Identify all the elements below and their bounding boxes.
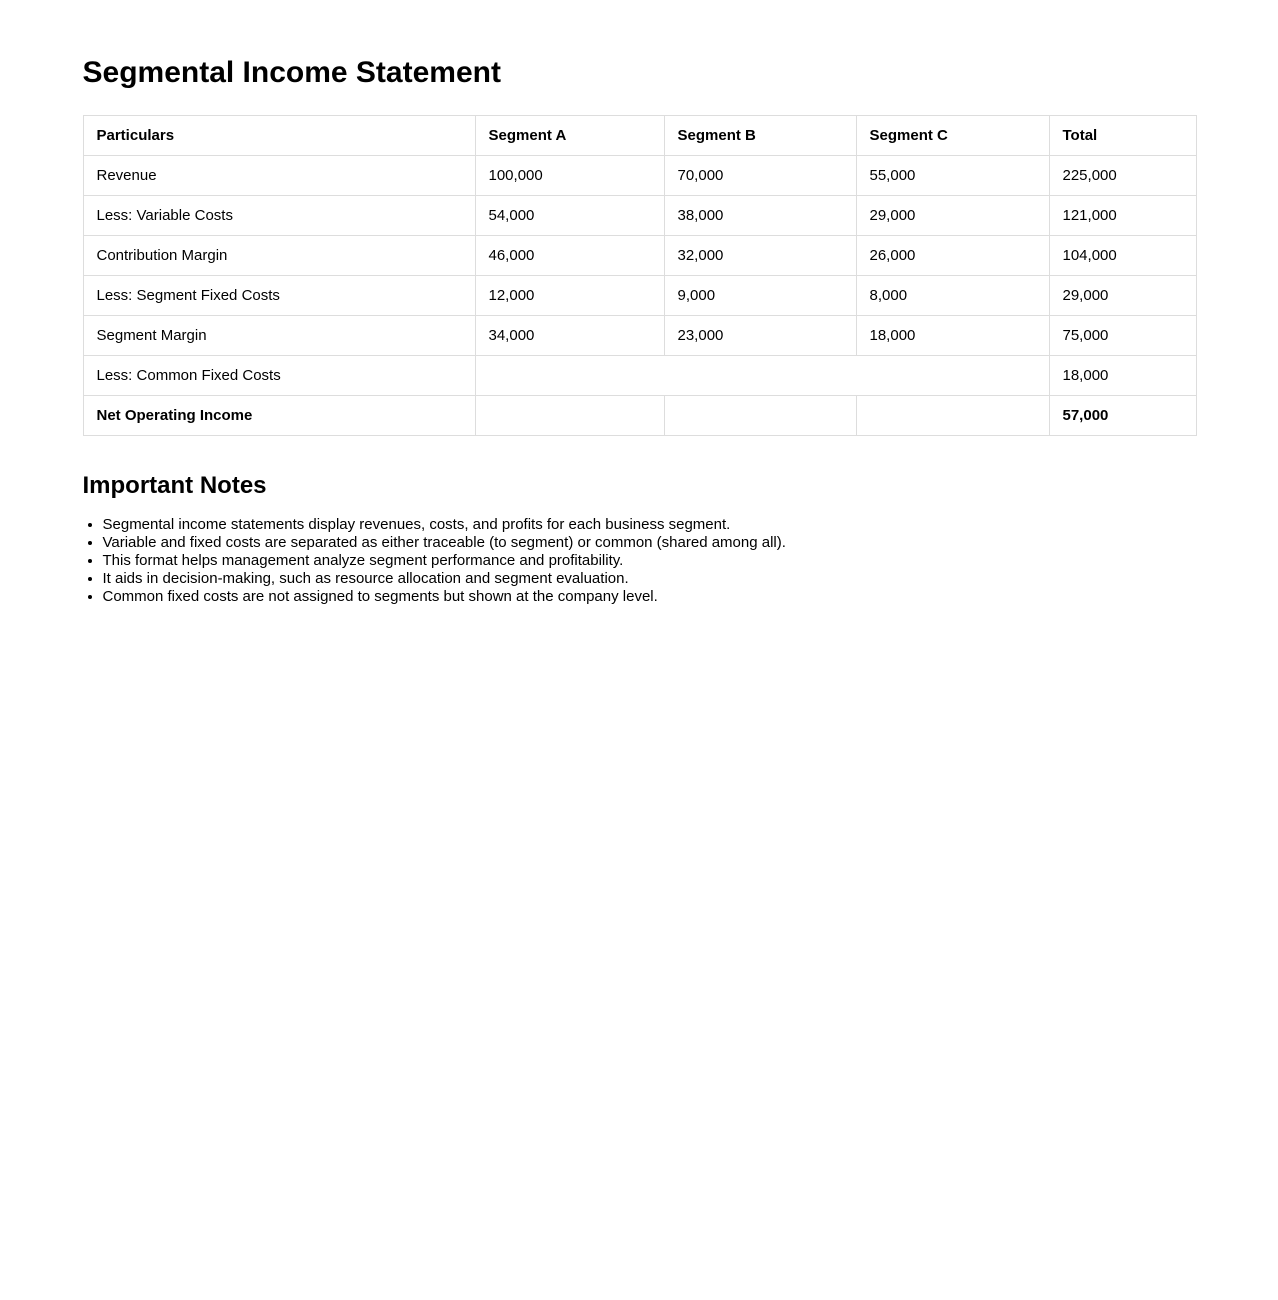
page-title: Segmental Income Statement [82,56,501,89]
cell-segment-b: 70,000 [664,155,856,195]
cell-segment-c: 8,000 [856,275,1049,315]
note-item: • This format helps management analyze segment performance and profitability. [103,552,1196,570]
table-row-common-fixed-costs [83,355,1196,395]
document-page [83,0,1196,606]
notes-heading: Important Notes [82,471,267,499]
cell-segment-a: 54,000 [475,195,664,235]
cell-total: 18,000 [1049,355,1196,395]
table-header-row [83,115,1196,155]
column-header-particulars: Particulars [83,115,475,155]
note-item: • It aids in decision-making, such as resource allocation and segment evaluation. [103,570,1196,588]
cell-segment-b: 32,000 [664,235,856,275]
cell-total: 121,000 [1049,195,1196,235]
cell-segment-c-empty [856,395,1049,435]
table-row-variable-costs [83,195,1196,235]
cell-segment-b: 23,000 [664,315,856,355]
cell-segment-a: 34,000 [475,315,664,355]
table-row-segment-fixed-costs [83,275,1196,315]
cell-segment-c: 18,000 [856,315,1049,355]
note-item: • Variable and fixed costs are separated as either traceable (to segment) or common (shared among all). [103,534,1196,552]
notes-list [83,516,1196,606]
cell-total: 75,000 [1049,315,1196,355]
table-row-revenue [83,155,1196,195]
cell-label: Net Operating Income [83,395,475,435]
cell-segment-a-empty [475,395,664,435]
column-header-segment-c: Segment C [856,115,1049,155]
cell-label: Less: Variable Costs [83,195,475,235]
cell-segment-c: 26,000 [856,235,1049,275]
note-item: • Segmental income statements display revenues, costs, and profits for each business segment. [103,516,1196,534]
cell-segment-b-empty [664,395,856,435]
cell-label: Revenue [83,155,475,195]
cell-total: 29,000 [1049,275,1196,315]
cell-label: Contribution Margin [83,235,475,275]
table-row-net-operating-income [83,395,1196,435]
segmental-income-table [83,115,1197,436]
cell-total: 225,000 [1049,155,1196,195]
cell-total: 104,000 [1049,235,1196,275]
cell-segment-a: 100,000 [475,155,664,195]
table-row-segment-margin [83,315,1196,355]
column-header-segment-b: Segment B [664,115,856,155]
cell-segment-a: 12,000 [475,275,664,315]
cell-label: Less: Segment Fixed Costs [83,275,475,315]
note-item: • Common fixed costs are not assigned to segments but shown at the company level. [103,588,1196,606]
cell-segment-c: 55,000 [856,155,1049,195]
column-header-total: Total [1049,115,1196,155]
table-row-contribution-margin [83,235,1196,275]
cell-label: Less: Common Fixed Costs [83,355,475,395]
column-header-segment-a: Segment A [475,115,664,155]
cell-segment-a: 46,000 [475,235,664,275]
cell-segment-b: 9,000 [664,275,856,315]
cell-segment-c: 29,000 [856,195,1049,235]
cell-segment-b: 38,000 [664,195,856,235]
cell-total: 57,000 [1049,395,1196,435]
cell-label: Segment Margin [83,315,475,355]
cell-empty-merged [475,355,1049,395]
